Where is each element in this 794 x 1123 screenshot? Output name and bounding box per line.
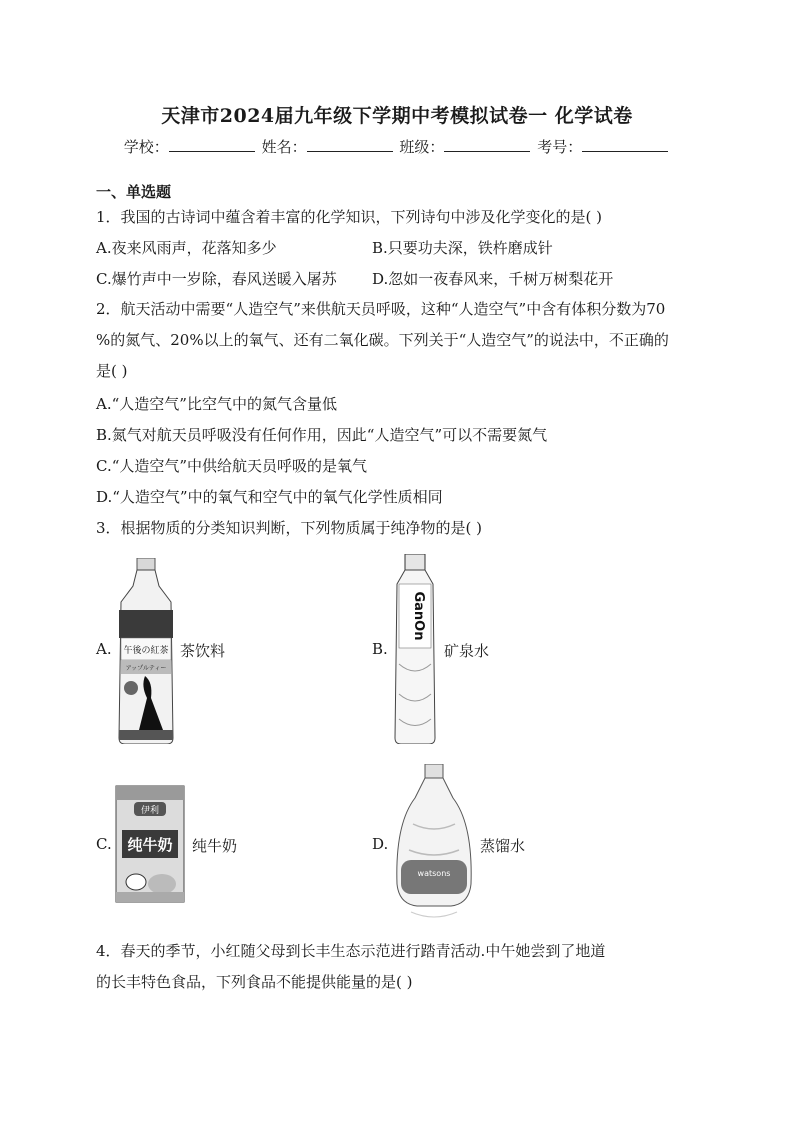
tea-bottle-image <box>113 558 179 744</box>
student-info-line <box>0 136 794 157</box>
milk-carton-image <box>114 784 186 904</box>
q1-option-a[interactable]: A.夜来风雨声，花落知多少 <box>96 239 277 257</box>
q2-stem-line3: 是( ) <box>96 362 128 380</box>
q4-stem-line1: 4．春天的季节，小红随父母到长丰生态示范进行踏青活动.中午她尝到了地道 <box>96 942 606 960</box>
tea-sub-label: アップルティー <box>125 665 167 672</box>
tea-label-text: 午後の紅茶 <box>123 646 169 656</box>
q3-option-b-letter[interactable]: B. <box>372 640 388 658</box>
number-label: 考号： <box>537 138 583 156</box>
q2-option-c[interactable]: C.“人造空气”中供给航天员呼吸的是氧气 <box>96 457 368 475</box>
milk-label-text: 纯牛奶 <box>127 836 173 854</box>
q3-option-c-letter[interactable]: C. <box>96 835 112 853</box>
q1-stem: 1．我国的古诗词中蕴含着丰富的化学知识，下列诗句中涉及化学变化的是( ) <box>96 208 603 226</box>
exam-title: 天津市2024届九年级下学期中考模拟试卷一 化学试卷 <box>161 105 633 127</box>
mineral-water-image <box>389 554 441 744</box>
number-blank[interactable] <box>582 137 668 152</box>
q3-option-a-text[interactable]: 茶饮料 <box>180 642 226 660</box>
distilled-water-image <box>391 764 477 922</box>
q2-stem-line1: 2．航天活动中需要“人造空气”来供航天员呼吸，这种“人造空气”中含有体积分数为70 <box>96 300 666 318</box>
q4-stem-line2: 的长丰特色食品，下列食品不能提供能量的是( ) <box>96 973 413 991</box>
q1-option-c[interactable]: C.爆竹声中一岁除，春风送暖入屠苏 <box>96 270 337 288</box>
q2-stem-line2: %的氮气、20%以上的氧气、还有二氧化碳。下列关于“人造空气”的说法中，不正确的 <box>96 331 669 349</box>
water-brand-text: GanOn <box>411 591 426 641</box>
q3-option-c-text[interactable]: 纯牛奶 <box>192 837 238 855</box>
q2-option-b[interactable]: B.氮气对航天员呼吸没有任何作用，因此“人造空气”可以不需要氮气 <box>96 426 548 444</box>
class-blank[interactable] <box>444 137 530 152</box>
q3-option-b-text[interactable]: 矿泉水 <box>444 642 490 660</box>
name-blank[interactable] <box>307 137 393 152</box>
class-label: 班级： <box>399 138 445 156</box>
q1-option-d[interactable]: D.忽如一夜春风来，千树万树梨花开 <box>372 270 614 288</box>
q3-stem: 3．根据物质的分类知识判断，下列物质属于纯净物的是( ) <box>96 519 483 537</box>
q1-option-b[interactable]: B.只要功夫深，铁杵磨成针 <box>372 239 553 257</box>
q3-option-d-letter[interactable]: D. <box>372 835 389 853</box>
q3-option-d-text[interactable]: 蒸馏水 <box>480 837 526 855</box>
distilled-brand-text: watsons <box>417 869 451 878</box>
section-heading: 一、单选题 <box>96 183 172 201</box>
milk-brand-text: 伊利 <box>140 806 160 816</box>
q3-option-a-letter[interactable]: A. <box>96 640 112 658</box>
school-label: 学校： <box>123 138 169 156</box>
school-blank[interactable] <box>169 137 255 152</box>
q2-option-d[interactable]: D.“人造空气”中的氧气和空气中的氧气化学性质相同 <box>96 488 443 506</box>
q2-option-a[interactable]: A.“人造空气”比空气中的氮气含量低 <box>96 395 337 413</box>
name-label: 姓名： <box>261 138 307 156</box>
